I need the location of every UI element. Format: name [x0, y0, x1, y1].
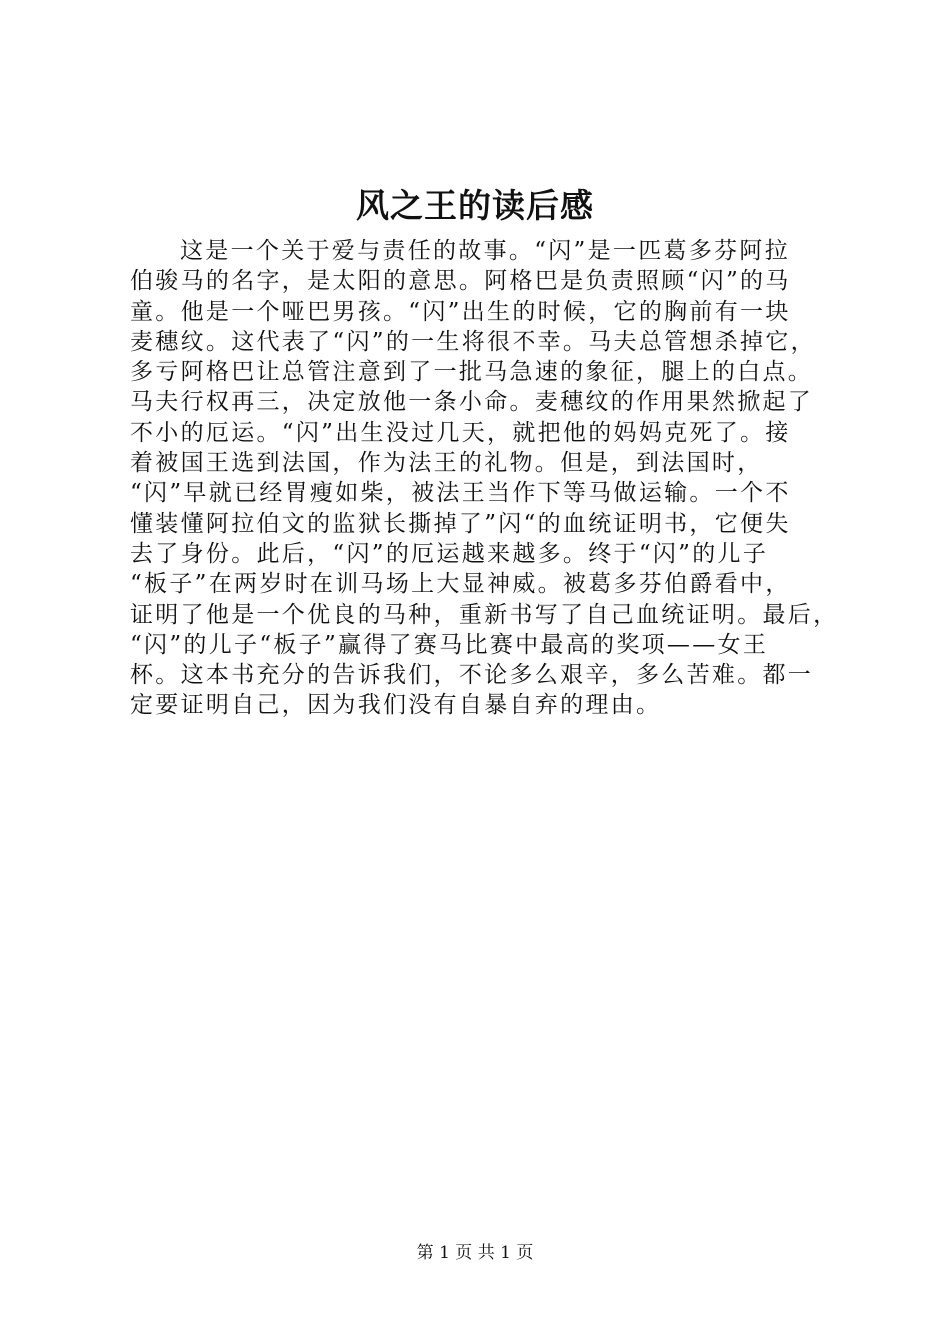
paragraph-line: 定要证明自己，因为我们没有自暴自弃的理由。	[130, 692, 662, 719]
paragraph-line: 证明了他是一个优良的马种，重新书写了自己血统证明。最后，	[130, 601, 839, 628]
paragraph-line: 杯。这本书充分的告诉我们，不论多么艰辛，多么苦难。都一	[130, 662, 814, 689]
paragraph-line: “闪”的儿子“板子”赢得了赛马比赛中最高的奖项——女王	[130, 631, 769, 658]
paragraph-line: “闪”早就已经胃瘦如柴，被法王当作下等马做运输。一个不	[130, 480, 791, 507]
body-paragraph	[130, 236, 839, 721]
paragraph-line: 这是一个关于爱与责任的故事。“闪”是一匹葛多芬阿拉	[180, 238, 791, 264]
document-title: 风之王的读后感	[356, 186, 594, 225]
paragraph-line: 麦穗纹。这代表了“闪”的一生将很不幸。马夫总管想杀掉它，	[130, 328, 816, 355]
paragraph-line: 多亏阿格巴让总管注意到了一批马急速的象征，腿上的白点。	[130, 359, 814, 386]
paragraph-line: 伯骏马的名字，是太阳的意思。阿格巴是负责照顾“闪”的马	[130, 268, 791, 295]
paragraph-line: 着被国王选到法国，作为法王的礼物。但是，到法国时，	[130, 450, 763, 477]
paragraph-line: 去了身份。此后，“闪”的厄运越来越多。终于“闪”的儿子	[130, 540, 769, 567]
paragraph-line: 懂装懂阿拉伯文的监狱长撕掉了”闪“的血统证明书，它便失	[130, 510, 791, 537]
paragraph-line: 马夫行权再三，决定放他一条小命。麦穗纹的作用果然掀起了	[130, 389, 814, 416]
paragraph-line: 童。他是一个哑巴男孩。“闪”出生的时候，它的胸前有一块	[130, 298, 791, 325]
page-footer: 第 1 页 共 1 页	[416, 1243, 534, 1263]
paragraph-line: 不小的厄运。“闪”出生没过几天，就把他的妈妈克死了。接	[130, 419, 791, 446]
paragraph-line: “板子”在两岁时在训马场上大显神威。被葛多芬伯爵看中，	[130, 571, 791, 598]
